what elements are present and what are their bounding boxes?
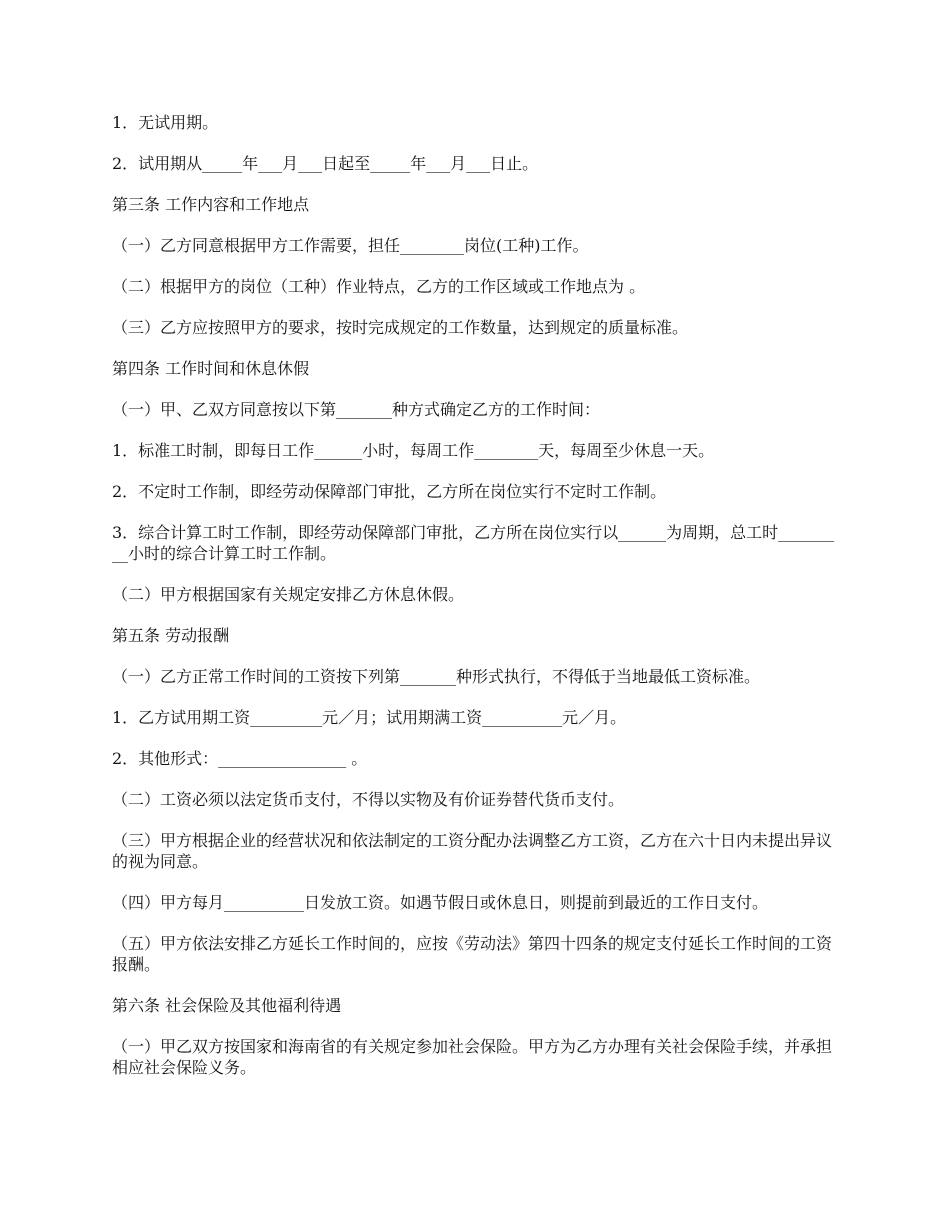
- clause-5-1: （一）乙方正常工作时间的工资按下列第_______种形式执行，不得低于当地最低工资标准。: [112, 667, 761, 686]
- clause-4-1: （一）甲、乙双方同意按以下第_______种方式确定乙方的工作时间：: [112, 400, 601, 419]
- clause-3-3: （三）乙方应按照甲方的要求，按时完成规定的工作数量，达到规定的质量标准。: [112, 318, 689, 337]
- clause-5-4: （四）甲方每月__________日发放工资。如遇节假日或休息日，则提前到最近的工作日支付。: [112, 893, 769, 912]
- article-heading-5: 第五条 劳动报酬: [112, 626, 230, 645]
- article-heading-3: 第三条 工作内容和工作地点: [112, 195, 310, 214]
- clause-4-1-item-1: 1．标准工时制，即每日工作______小时，每周工作________天，每周至少休息一天。: [112, 441, 715, 460]
- clause-4-1-item-3: 3．综合计算工时工作制，即经劳动保障部门审批，乙方所在岗位实行以______为周期，总工时_________小时的综合计算工时工作制。: [112, 523, 835, 563]
- clause-5-5: （五）甲方依法安排乙方延长工作时间的，应按《劳动法》第四十四条的规定支付延长工作时间的工资报酬。: [112, 934, 833, 974]
- clause-5-3: （三）甲方根据企业的经营状况和依法制定的工资分配办法调整乙方工资，乙方在六十日内未提出异议的视为同意。: [112, 831, 833, 871]
- clause-4-1-item-2: 2．不定时工作制，即经劳动保障部门审批，乙方所在岗位实行不定时工作制。: [112, 482, 667, 501]
- clause-3-1: （一）乙方同意根据甲方工作需要，担任________岗位(工种)工作。: [112, 236, 589, 255]
- article-heading-6: 第六条 社会保险及其他福利待遇: [112, 996, 342, 1015]
- clause-3-2: （二）根据甲方的岗位（工种）作业特点，乙方的工作区域或工作地点为 。: [112, 277, 646, 296]
- article-heading-4: 第四条 工作时间和休息休假: [112, 359, 310, 378]
- clause-5-2: （二）工资必须以法定货币支付，不得以实物及有价证券替代货币支付。: [112, 790, 625, 809]
- clause-item-no-probation: 1．无试用期。: [112, 113, 219, 132]
- clause-6-1: （一）甲乙双方按国家和海南省的有关规定参加社会保险。甲方为乙方办理有关社会保险手续，并承担相应社会保险义务。: [112, 1037, 833, 1077]
- clause-4-2: （二）甲方根据国家有关规定安排乙方休息休假。: [112, 585, 465, 604]
- clause-item-probation-period: 2．试用期从_____年___月___日起至_____年___月___日止。: [112, 154, 539, 173]
- document-body: [112, 112, 840, 1098]
- clause-5-1-item-2: 2．其他形式：________________ 。: [112, 749, 368, 768]
- clause-5-1-item-1: 1．乙方试用期工资_________元／月；试用期满工资__________元／月。: [112, 708, 627, 727]
